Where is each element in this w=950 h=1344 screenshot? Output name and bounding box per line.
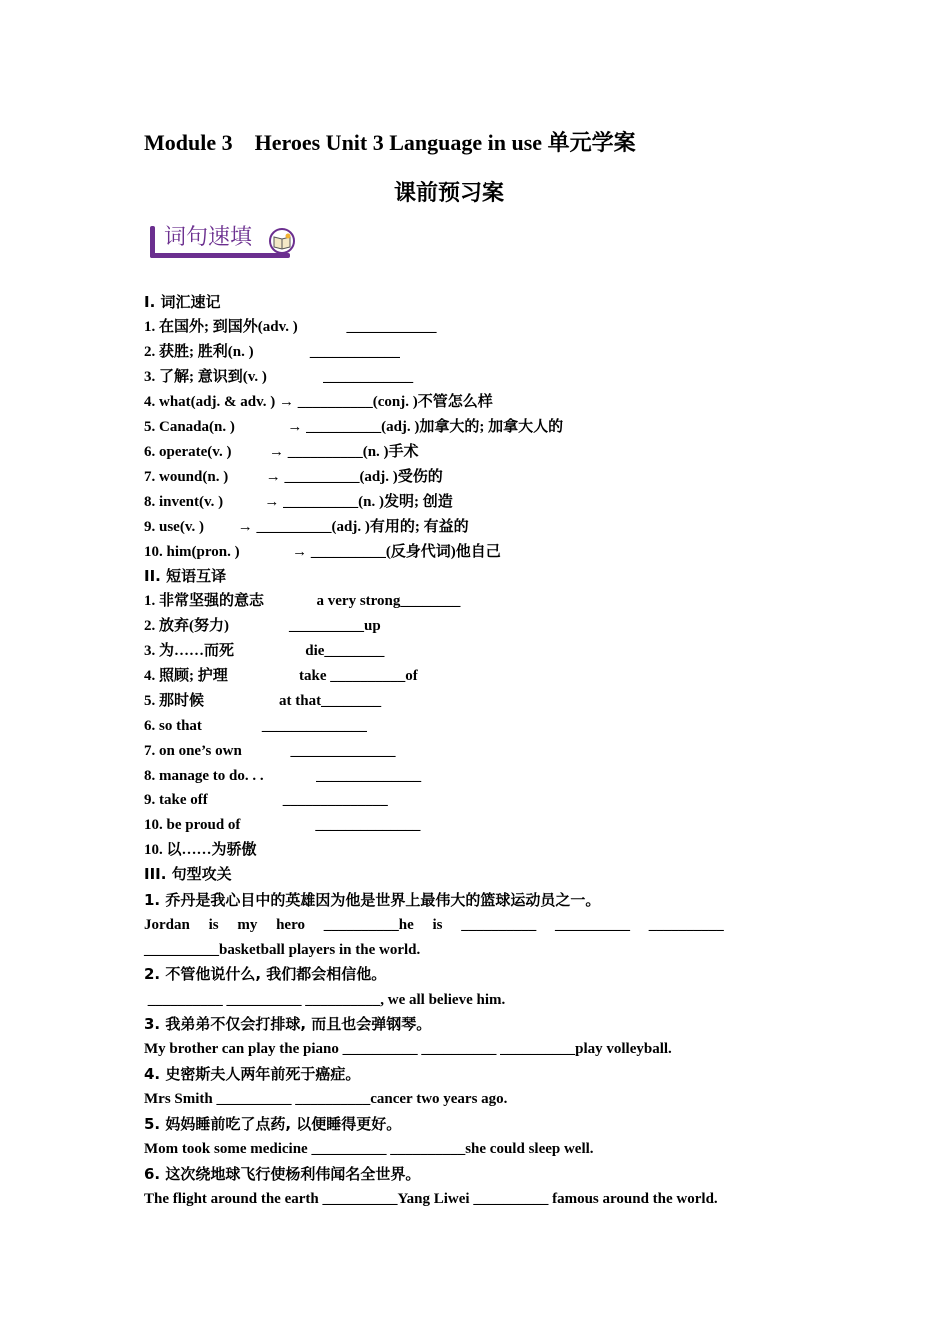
sentence-prompt: 3. 我弟弟不仅会打排球, 而且也会弹钢琴。 bbox=[144, 1015, 432, 1033]
section-subtitle: 课前预习案 bbox=[394, 181, 505, 206]
sentence-blank: Mom took some medicine __________ __________she could sleep well. bbox=[144, 1141, 594, 1157]
phrase-item: 9. take off ______________ bbox=[144, 792, 388, 808]
sentence-prompt: 5. 妈妈睡前吃了点药, 以便睡得更好。 bbox=[144, 1115, 402, 1133]
vocab-item: 5. Canada(n. ) → __________(adj. )加拿大的; 加拿大人的 bbox=[144, 419, 564, 435]
phrase-item: 3. 为……而死 die________ bbox=[144, 643, 385, 659]
phrase-item: 8. manage to do. . . ______________ bbox=[144, 768, 422, 784]
phrase-item: 4. 照顾; 护理 take __________of bbox=[144, 668, 418, 684]
phrase-item: 2. 放弃(努力) __________up bbox=[144, 618, 381, 634]
section-heading-vocab: I. 词汇速记 bbox=[144, 293, 221, 311]
badge-label: 词句速填 bbox=[164, 225, 253, 250]
vocab-item: 6. operate(v. ) → __________(n. )手术 bbox=[144, 444, 419, 460]
vocab-item: 1. 在国外; 到国外(adv. ) ____________ bbox=[144, 319, 437, 335]
sentence-blank: The flight around the earth __________Yang Liwei __________ famous around the world. bbox=[144, 1191, 718, 1207]
vocab-item: 9. use(v. ) → __________(adj. )有用的; 有益的 bbox=[144, 519, 469, 535]
sentence-blank: __________basketball players in the world. bbox=[144, 942, 421, 958]
phrase-item: 5. 那时候 at that________ bbox=[144, 693, 382, 709]
sentence-blank: Mrs Smith __________ __________cancer two years ago. bbox=[144, 1091, 508, 1107]
section-badge bbox=[148, 220, 300, 260]
vocab-item: 8. invent(v. ) → __________(n. )发明; 创造 bbox=[144, 494, 453, 510]
sentence-blank: My brother can play the piano __________ __________ __________play volleyball. bbox=[144, 1041, 672, 1057]
sentence-blank: Jordan is my hero __________he is __________ __________ __________ bbox=[144, 917, 724, 933]
vocab-item: 2. 获胜; 胜利(n. ) ____________ bbox=[144, 344, 400, 360]
open-book-icon bbox=[268, 228, 296, 254]
phrase-item: 6. so that ______________ bbox=[144, 718, 367, 734]
phrase-item: 10. 以……为骄傲 bbox=[144, 842, 257, 858]
page-title: Module 3 Heroes Unit 3 Language in use 单元学案 bbox=[144, 130, 636, 155]
phrase-item: 7. on one’s own ______________ bbox=[144, 743, 396, 759]
section-heading-phrases: II. 短语互译 bbox=[144, 567, 227, 585]
vocab-item: 7. wound(n. ) → __________(adj. )受伤的 bbox=[144, 469, 443, 485]
sentence-prompt: 1. 乔丹是我心目中的英雄因为他是世界上最伟大的篮球运动员之一。 bbox=[144, 891, 601, 909]
vocab-item: 10. him(pron. ) → __________(反身代词)他自己 bbox=[144, 544, 501, 560]
sentence-prompt: 2. 不管他说什么, 我们都会相信他。 bbox=[144, 965, 387, 983]
sentence-prompt: 4. 史密斯夫人两年前死于癌症。 bbox=[144, 1065, 361, 1083]
vocab-item: 4. what(adj. & adv. ) → __________(conj. )不管怎么样 bbox=[144, 394, 493, 410]
section-heading-sentences: III. 句型攻关 bbox=[144, 865, 232, 883]
sentence-blank: __________ __________ __________, we all believe him. bbox=[144, 992, 506, 1008]
phrase-item: 1. 非常坚强的意志 a very strong________ bbox=[144, 593, 461, 609]
vocab-item: 3. 了解; 意识到(v. ) ____________ bbox=[144, 369, 414, 385]
phrase-item: 10. be proud of ______________ bbox=[144, 817, 421, 833]
sentence-prompt: 6. 这次绕地球飞行使杨利伟闻名全世界。 bbox=[144, 1165, 421, 1183]
